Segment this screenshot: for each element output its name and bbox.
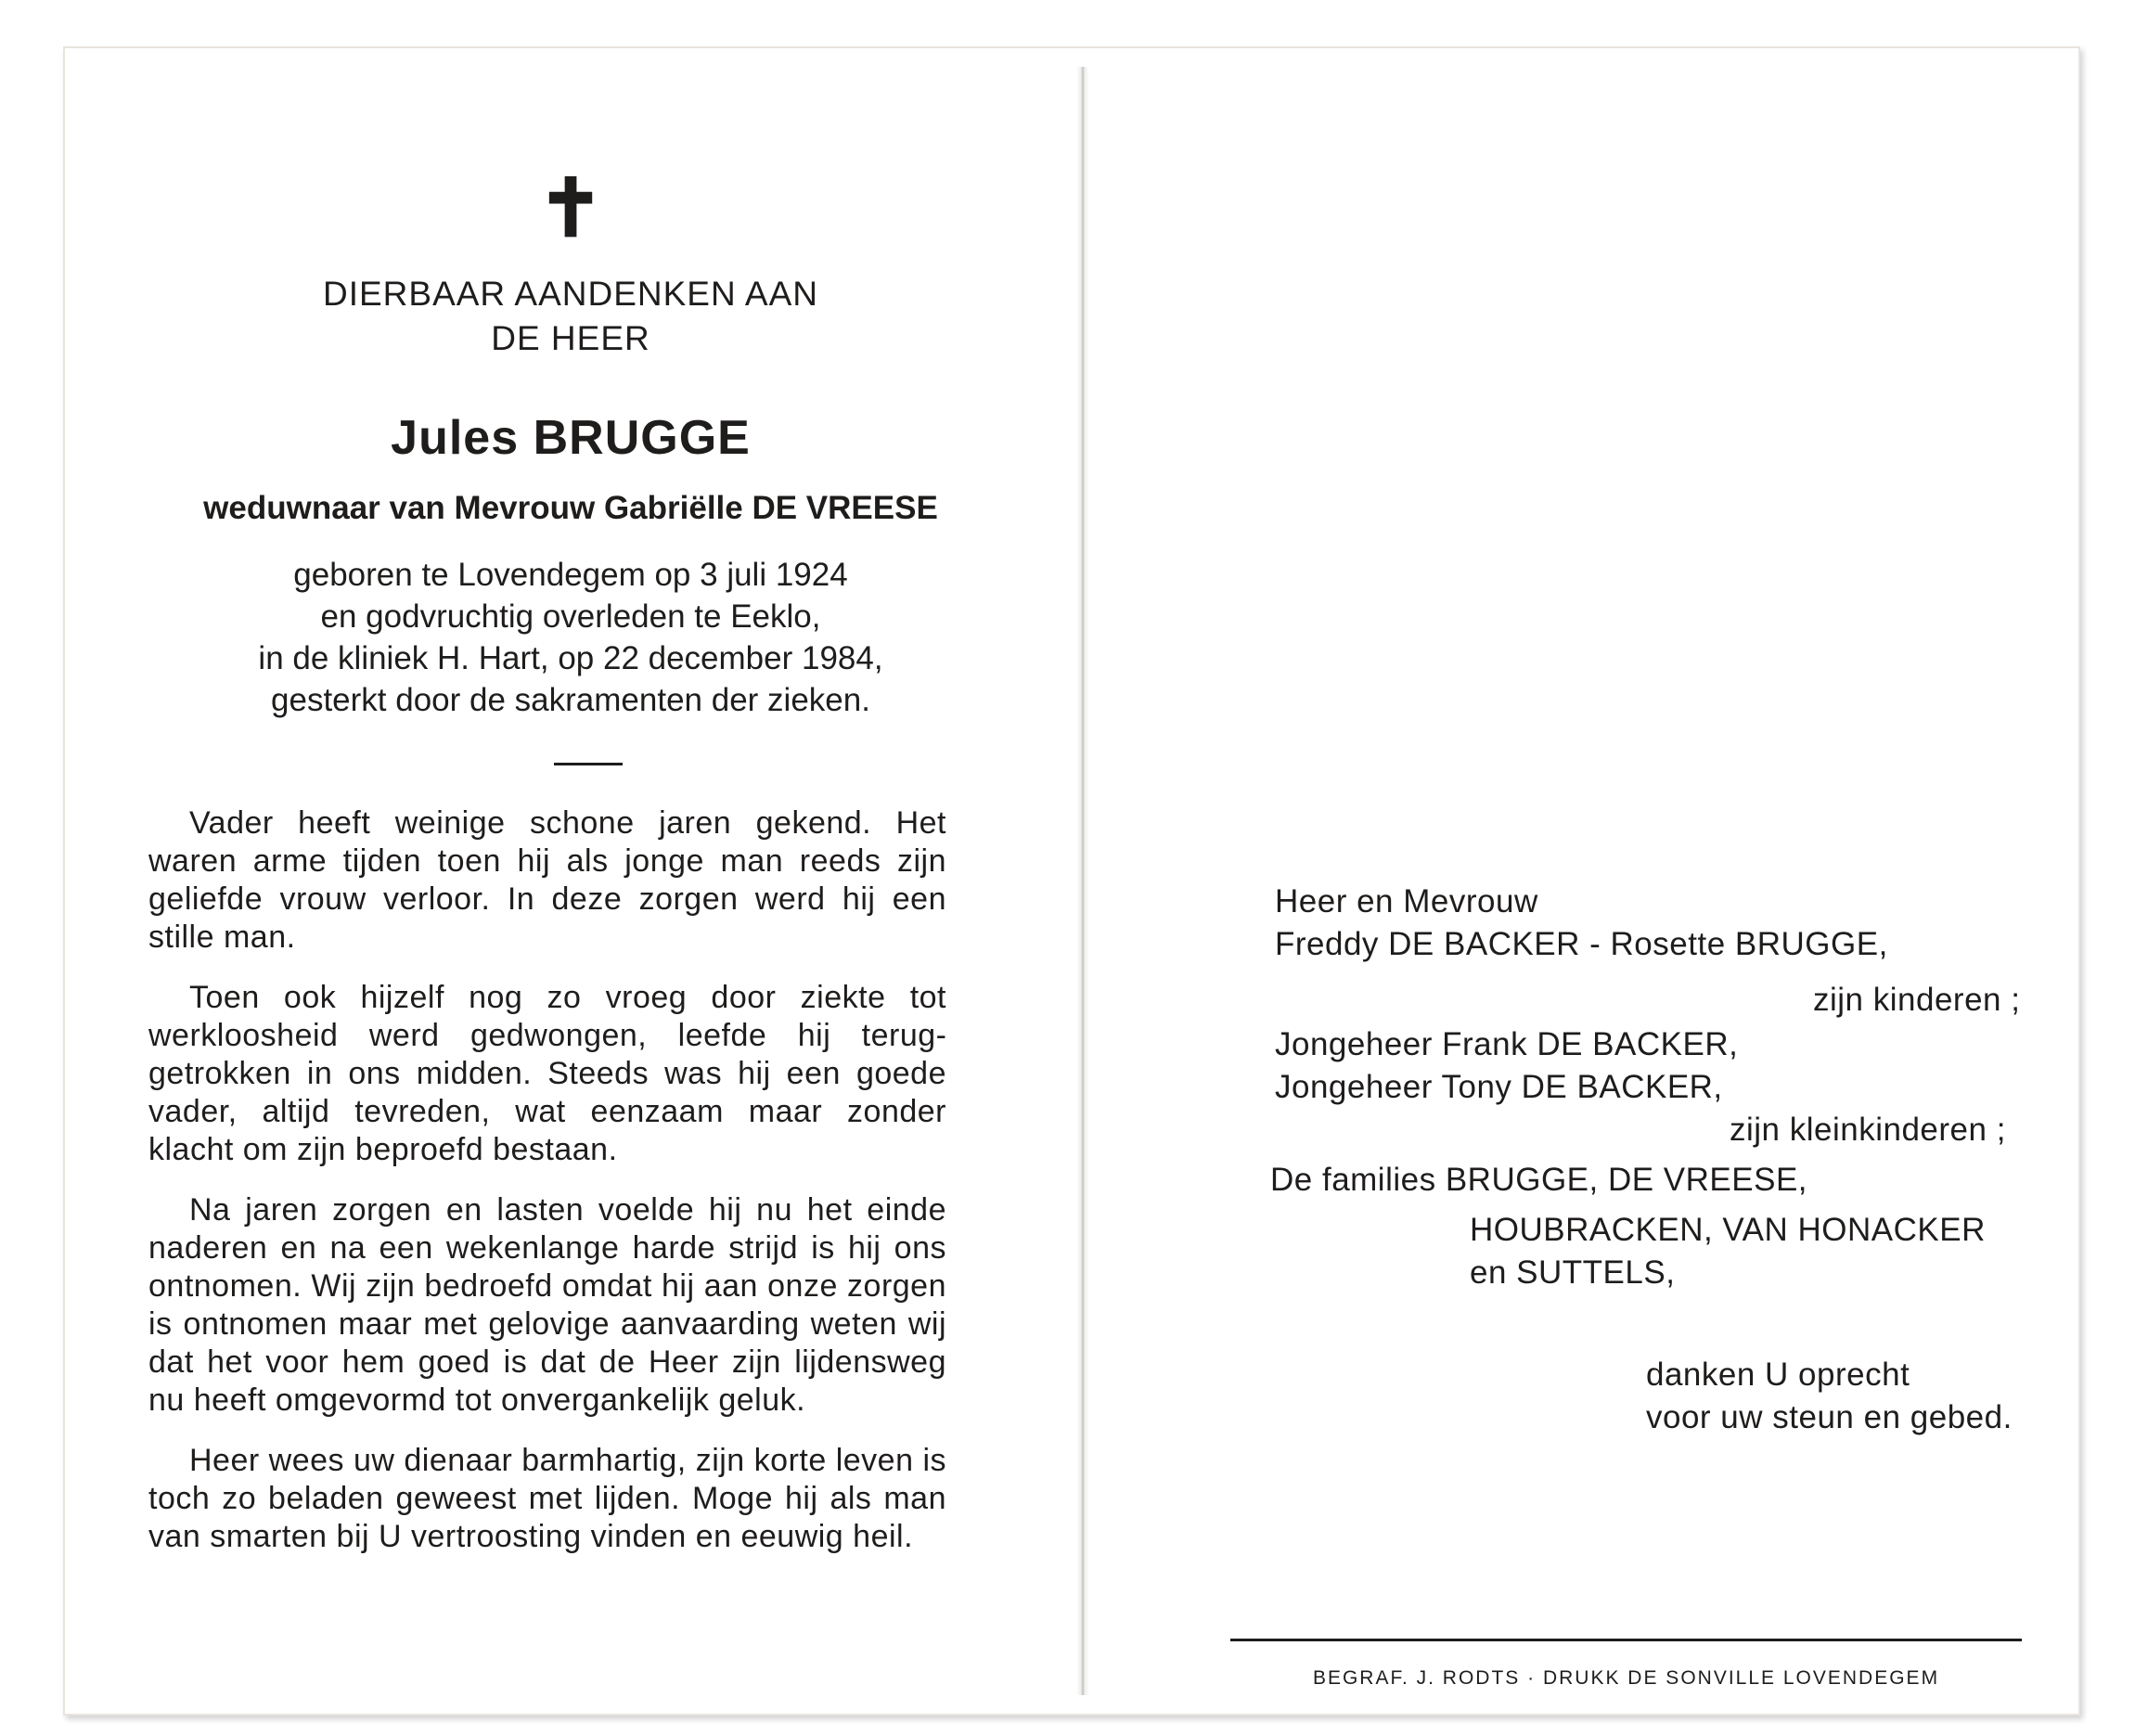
printer-credit: BEGRAF. J. RODTS · DRUKK DE SONVILLE LOVENDEGEM: [1312, 1667, 1940, 1689]
life-line: geboren te Lovendegem op 3 juli 1924: [293, 557, 848, 593]
paragraph: Na jaren zorgen en lasten voelde hij nu het einde naderen en na een wekenlange harde strijd is hij ons ontnomen. Wij zijn bedroefd omdat hij aan onze zorgen is ontnomen maar met gelovige aanvaarding weten wij dat het voor hem goed is dat de Heer zijn lijdensweg nu heeft omgevormd tot onvergankelijk geluk.: [148, 1192, 946, 1418]
heading-line-2: DE HEER: [491, 319, 650, 357]
footer-rule: [1230, 1639, 2022, 1641]
grandchildren-role: zijn kleinkinderen ;: [1730, 1112, 2006, 1148]
tribute-text: [148, 804, 946, 1578]
card-fold: [1076, 67, 1089, 1695]
life-line: en godvruchtig overleden te Eeklo,: [320, 598, 821, 635]
right-page: [1089, 48, 2078, 1714]
children-line-1: Heer en Mevrouw: [1275, 883, 1538, 919]
families-line-1: De families BRUGGE, DE VREESE,: [1270, 1162, 1808, 1198]
life-details: [65, 554, 1076, 721]
paragraph: Heer wees uw dienaar barmhartig, zijn korte leven is toch zo beladen geweest met lijden. Moge hij als man van smarten bij U vertroosting vinden en eeuwig heil.: [148, 1443, 946, 1554]
paragraph: Toen ook hijzelf nog zo vroeg door ziekte tot werkloosheid werd gedwongen, leefde hij teruggetrokken in ons midden. Steeds was hij een goede vader, altijd tevreden, wat eenzaam maar zonder klacht om zijn beproefd bestaan.: [148, 980, 946, 1167]
left-page: [65, 48, 1076, 1714]
families-line-2: HOUBRACKEN, VAN HONACKER: [1470, 1212, 1986, 1248]
divider: [554, 763, 623, 765]
memorial-card: [63, 46, 2080, 1716]
life-line: gesterkt door de sakramenten der zieken.: [271, 682, 870, 718]
families-line-3: en SUTTELS,: [1470, 1254, 1676, 1291]
grandchild-1: Jongeheer Frank DE BACKER,: [1275, 1026, 1739, 1062]
spouse-line: weduwnaar van Mevrouw Gabriëlle DE VREESE: [203, 490, 938, 526]
thanks-line-1: danken U oprecht: [1646, 1357, 1910, 1393]
heading-line-1: DIERBAAR AANDENKEN AAN: [323, 275, 818, 313]
cross-icon: ✝: [536, 161, 605, 255]
children-role: zijn kinderen ;: [1813, 982, 2021, 1018]
children-line-2: Freddy DE BACKER - Rosette BRUGGE,: [1275, 926, 1888, 962]
deceased-name: Jules BRUGGE: [391, 411, 751, 465]
paragraph: Vader heeft weinige schone jaren gekend. Het waren arme tijden toen hij als jonge man reeds zijn geliefde vrouw verloor. In deze zorgen werd hij een stille man.: [148, 805, 946, 955]
life-line: in de kliniek H. Hart, op 22 december 1984,: [258, 640, 883, 676]
thanks-line-2: voor uw steun en gebed.: [1646, 1399, 2013, 1435]
grandchild-2: Jongeheer Tony DE BACKER,: [1275, 1069, 1723, 1105]
